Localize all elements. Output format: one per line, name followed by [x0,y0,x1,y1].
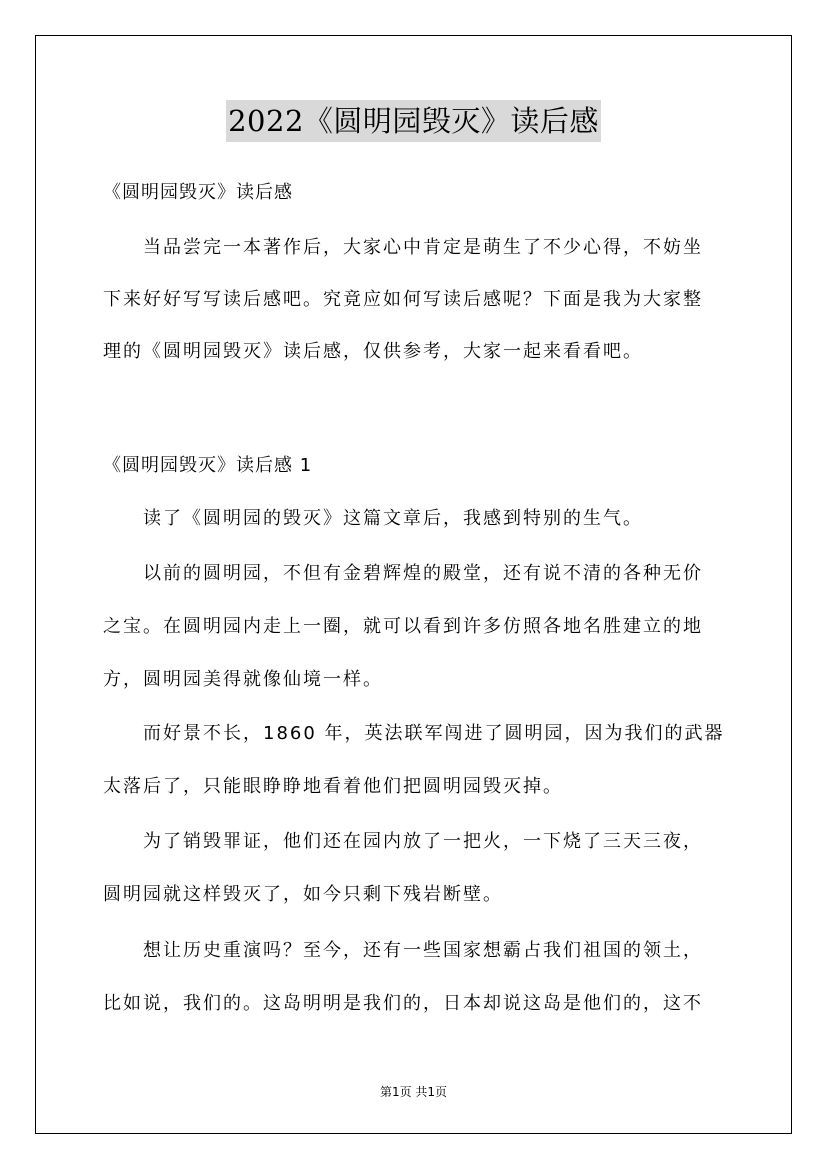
paragraph-line: 想让历史重演吗？至今，还有一些国家想霸占我们祖国的领土， [143,940,703,961]
paragraph-line: 之宝。在圆明园内走上一圈，就可以看到许多仿照各地名胜建立的地 [103,616,703,637]
page-footer: 第1页 共1页 [379,1085,448,1099]
title-container [0,100,827,142]
subtitle: 《圆明园毁灭》读后感 [103,182,293,203]
intro-line: 理的《圆明园毁灭》读后感，仅供参考，大家一起来看看吧。 [103,341,643,362]
paragraph-line: 读了《圆明园的毁灭》这篇文章后，我感到特别的生气。 [143,508,643,529]
paragraph-line: 比如说，我们的。这岛明明是我们的，日本却说这岛是他们的，这不 [103,993,703,1014]
intro-line: 当品尝完一本著作后，大家心中肯定是萌生了不少心得，不妨坐 [143,237,703,258]
paragraph-line: 以前的圆明园，不但有金碧辉煌的殿堂，还有说不清的各种无价 [143,563,703,584]
paragraph-line: 方，圆明园美得就像仙境一样。 [103,669,383,690]
paragraph-line: 太落后了，只能眼睁睁地看着他们把圆明园毁灭掉。 [103,776,563,797]
section-heading: 《圆明园毁灭》读后感 1 [103,455,313,476]
document-title: 2022《圆明园毁灭》读后感 [226,100,601,142]
paragraph-line: 圆明园就这样毁灭了，如今只剩下残岩断壁。 [103,884,503,905]
intro-line: 下来好好写写读后感吧。究竟应如何写读后感呢？下面是我为大家整 [103,289,703,310]
paragraph-line: 而好景不长，1860 年，英法联军闯进了圆明园，因为我们的武器 [143,723,725,744]
paragraph-line: 为了销毁罪证，他们还在园内放了一把火，一下烧了三天三夜， [143,831,703,852]
